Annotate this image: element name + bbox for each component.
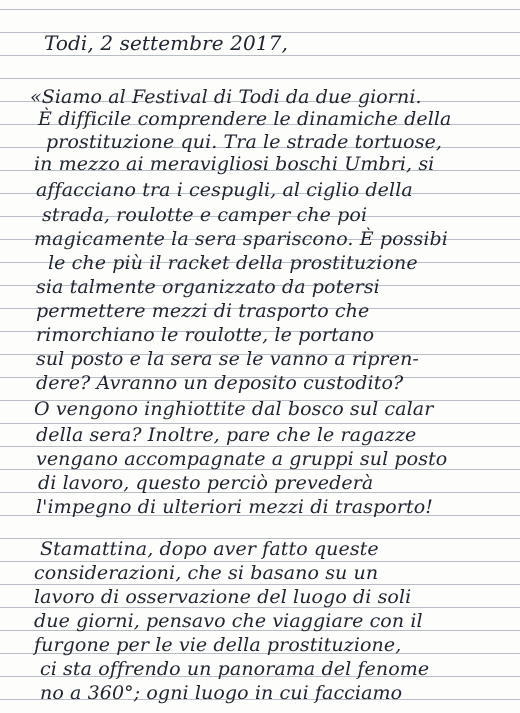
text-line: sia talmente organizzato da potersi bbox=[36, 276, 380, 298]
text-line: strada, roulotte e camper che poi bbox=[42, 204, 368, 226]
text-line: no a 360°; ogni luogo in cui facciamo bbox=[40, 682, 403, 704]
text-line: l'impegno di ulteriori mezzi di trasporto! bbox=[36, 496, 434, 518]
text-line: prostituzione qui. Tra le strade tortuose, bbox=[46, 131, 443, 153]
text-line: dere? Avranno un deposito custodito? bbox=[36, 372, 404, 394]
text-line: furgone per le vie della prostituzione, bbox=[34, 634, 402, 656]
text-line: magicamente la sera spariscono. È possibi bbox=[34, 228, 448, 250]
text-line: «Siamo al Festival di Todi da due giorni. bbox=[30, 86, 422, 108]
text-line: della sera? Inoltre, pare che le ragazze bbox=[36, 424, 417, 446]
text-line: Stamattina, dopo aver fatto queste bbox=[40, 538, 379, 560]
text-line: considerazioni, che si basano su un bbox=[34, 562, 379, 584]
text-line: ci sta offrendo un panorama del fenome bbox=[40, 658, 430, 680]
text-line: in mezzo ai meravigliosi boschi Umbri, si bbox=[34, 153, 435, 175]
text-line: lavoro di osservazione del luogo di soli bbox=[34, 586, 412, 608]
text-line: le che più il racket della prostituzione bbox=[48, 252, 418, 274]
text-line: di lavoro, questo perciò prevederà bbox=[38, 472, 374, 494]
text-line: vengano accompagnate a gruppi sul posto bbox=[36, 448, 448, 470]
text-line: sul posto e la sera se le vanno a ripren- bbox=[36, 348, 419, 370]
text-line: affacciano tra i cespugli, al ciglio della bbox=[36, 179, 413, 201]
text-line: O vengono inghiottite dal bosco sul calar bbox=[34, 398, 434, 420]
text-line: due giorni, pensavo che viaggiare con il bbox=[34, 610, 423, 632]
text-line: permettere mezzi di trasporto che bbox=[36, 300, 370, 322]
date-line: Todi, 2 settembre 2017, bbox=[44, 31, 288, 55]
text-line: rimorchiano le roulotte, le portano bbox=[36, 324, 375, 346]
text-line: È difficile comprendere le dinamiche della bbox=[38, 108, 452, 130]
